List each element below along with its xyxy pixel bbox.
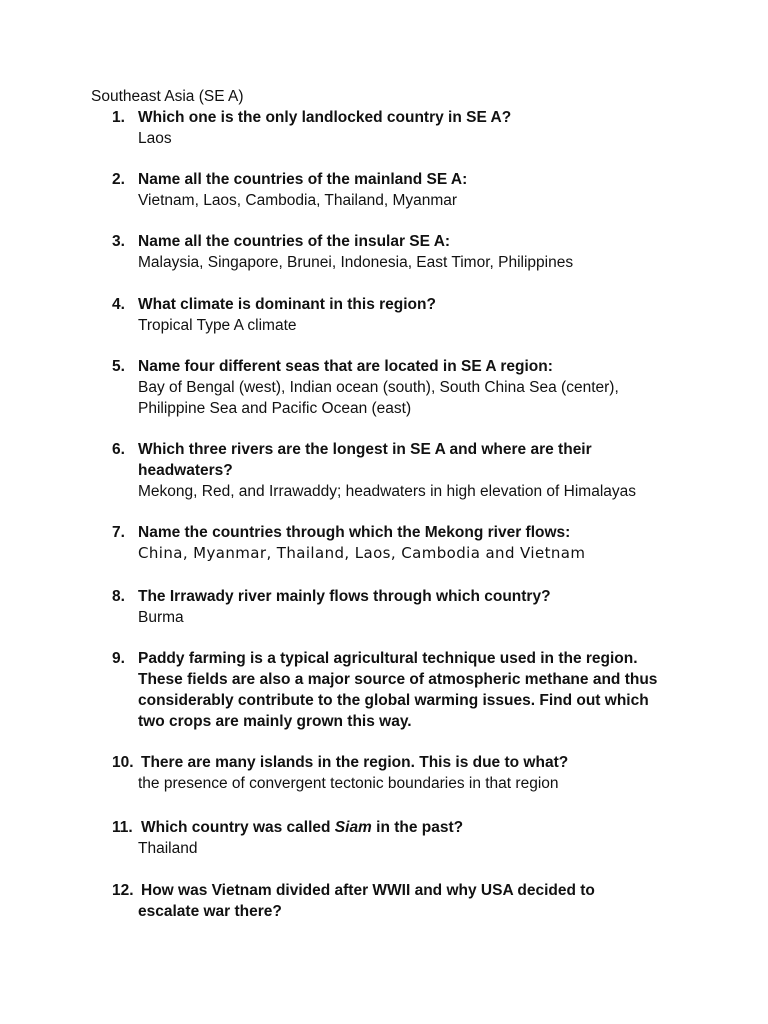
- question-number: 5.: [112, 358, 125, 375]
- question-text: [141, 817, 702, 838]
- question-text-italic: Siam: [334, 819, 372, 836]
- question-item-11: [112, 817, 702, 859]
- question-text: headwaters?: [138, 462, 233, 479]
- question-text: considerably contribute to the global warming issues. Find out which: [138, 692, 649, 709]
- answer-text: Thailand: [138, 840, 198, 857]
- answer-text: Malaysia, Singapore, Brunei, Indonesia, East Timor, Philippines: [138, 254, 574, 271]
- question-text-part: Which country was called: [141, 819, 335, 836]
- question-text: Which three rivers are the longest in SE A and where are their: [138, 441, 592, 458]
- question-text: Name four different seas that are located in SE A region:: [138, 358, 553, 375]
- question-item-1: [112, 107, 702, 149]
- question-item-7: [112, 522, 702, 564]
- question-number: 7.: [112, 524, 125, 541]
- question-number: 1.: [112, 109, 125, 126]
- question-item-9: [112, 648, 702, 732]
- question-number: 11.: [112, 819, 133, 836]
- answer-text: Laos: [138, 130, 172, 147]
- question-text-part: in the past?: [371, 819, 464, 836]
- document-title: Southeast Asia (SE A): [91, 88, 244, 105]
- question-item-3: [112, 231, 702, 273]
- answer-text: Mekong, Red, and Irrawaddy; headwaters in high elevation of Himalayas: [138, 483, 636, 500]
- answer-text: the presence of convergent tectonic boundaries in that region: [138, 775, 559, 792]
- question-text: How was Vietnam divided after WWII and why USA decided to: [141, 882, 595, 899]
- question-number: 8.: [112, 588, 125, 605]
- question-item-10: [112, 752, 702, 794]
- question-text: There are many islands in the region. This is due to what?: [141, 754, 569, 771]
- question-number: 12.: [112, 882, 134, 899]
- question-text: The Irrawady river mainly flows through which country?: [138, 588, 551, 605]
- question-number: 3.: [112, 233, 125, 250]
- question-text: What climate is dominant in this region?: [138, 296, 436, 313]
- answer-text: Tropical Type A climate: [138, 317, 297, 334]
- question-text: Name all the countries of the mainland SE A:: [138, 171, 468, 188]
- question-number: 2.: [112, 171, 125, 188]
- question-item-2: [112, 169, 702, 211]
- answer-text: Philippine Sea and Pacific Ocean (east): [138, 400, 412, 417]
- question-number: 9.: [112, 650, 125, 667]
- answer-text: Bay of Bengal (west), Indian ocean (south), South China Sea (center),: [138, 379, 619, 396]
- question-text: These fields are also a major source of atmospheric methane and thus: [138, 671, 658, 688]
- question-number: 4.: [112, 296, 125, 313]
- answer-text: China, Myanmar, Thailand, Laos, Cambodia and Vietnam: [138, 544, 586, 562]
- question-item-5: [112, 356, 702, 419]
- question-text: Name all the countries of the insular SE A:: [138, 233, 451, 250]
- question-text: Paddy farming is a typical agricultural technique used in the region.: [138, 650, 638, 667]
- question-text: Name the countries through which the Mekong river flows:: [138, 524, 571, 541]
- question-item-4: [112, 294, 702, 336]
- question-item-6: [112, 439, 702, 502]
- answer-text: Burma: [138, 609, 184, 626]
- question-text: Which one is the only landlocked country in SE A?: [138, 109, 512, 126]
- question-number: 6.: [112, 441, 125, 458]
- question-text: escalate war there?: [138, 903, 282, 920]
- question-item-8: [112, 586, 702, 628]
- question-text: two crops are mainly grown this way.: [138, 713, 412, 730]
- answer-text: Vietnam, Laos, Cambodia, Thailand, Myanmar: [138, 192, 458, 209]
- question-item-12: [112, 880, 702, 922]
- question-number: 10.: [112, 754, 134, 771]
